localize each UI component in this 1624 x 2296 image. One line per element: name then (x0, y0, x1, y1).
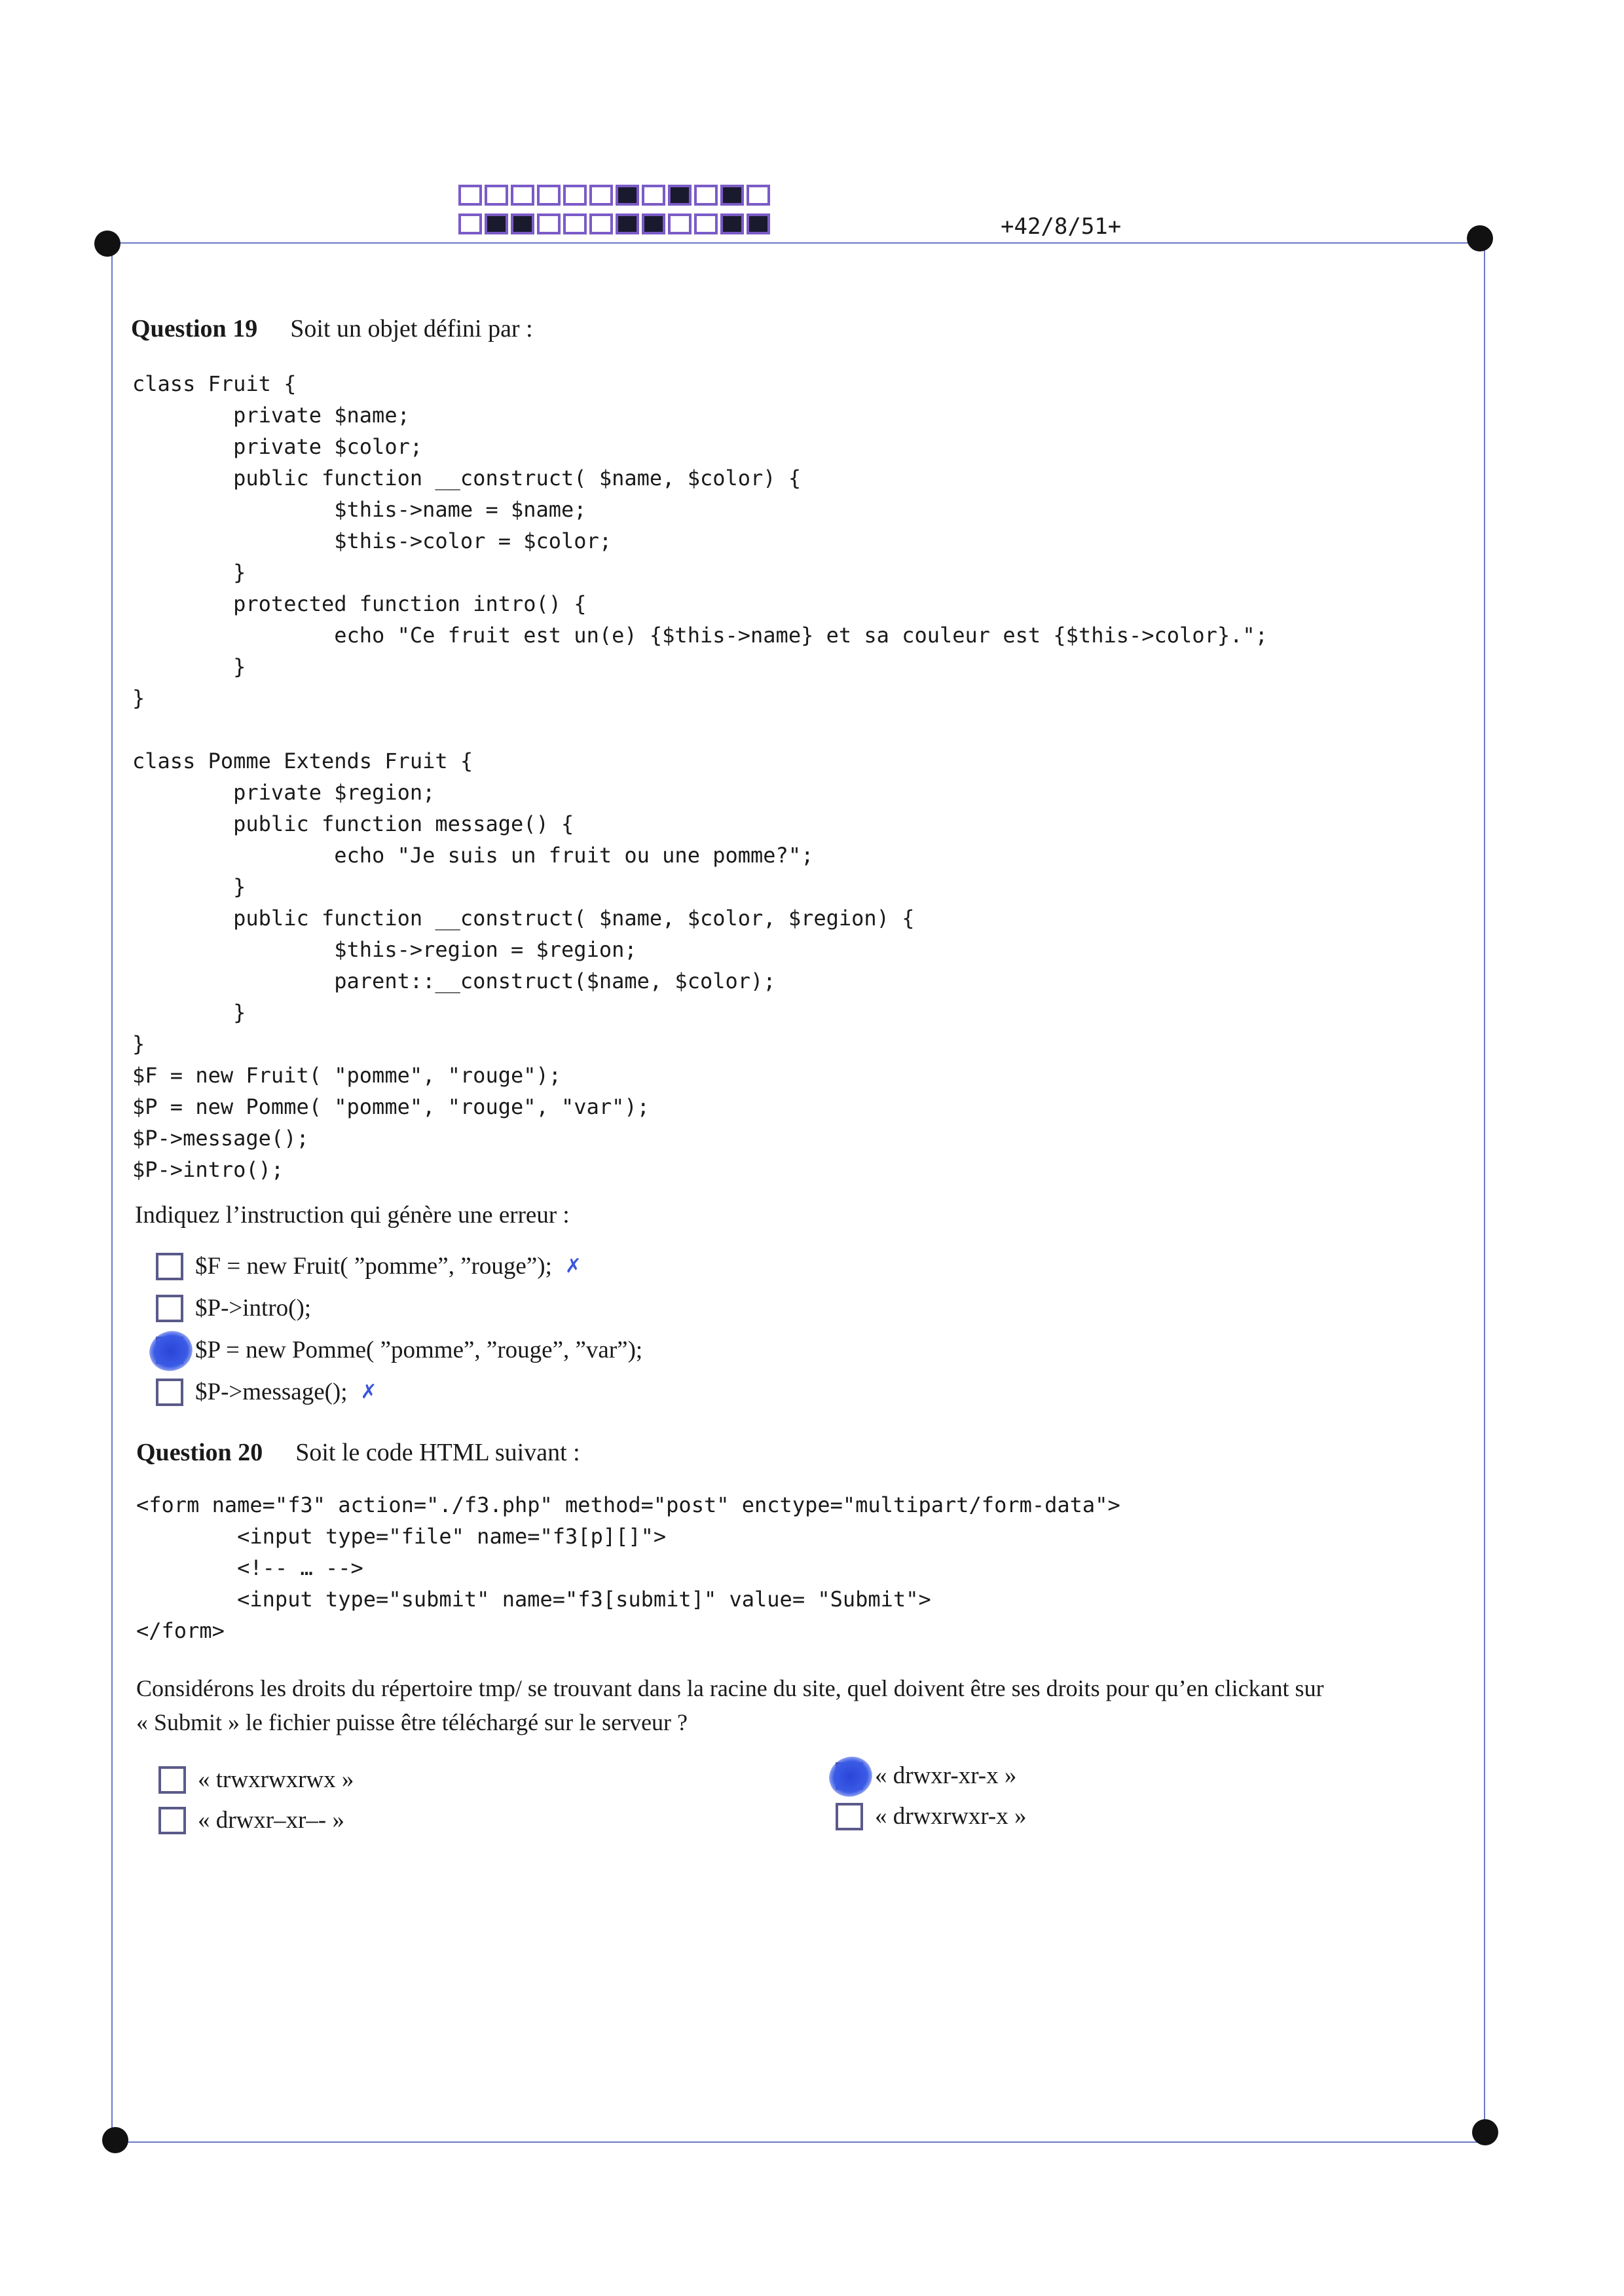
q20-code: <form name="f3" action="./f3.php" method="post" enctype="multipart/form-data"> <input type="file" name="f3[p][]"> <!-- … --> <input type="submit" name="f3[submit]" value= "Submit"> </form> (136, 1492, 1120, 1643)
option-label: « drwxr-xr-x » (875, 1762, 1017, 1789)
q20-option-2[interactable] (158, 1806, 344, 1834)
q19-title (131, 314, 533, 343)
q19-option-4[interactable] (156, 1378, 377, 1406)
q20-question-line-1: Considérons les droits du répertoire tmp/ se trouvant dans la racine du site, quel doivent être ses droits pour qu’en clickant sur (136, 1675, 1324, 1701)
q20-option-3[interactable] (836, 1762, 1016, 1790)
q19-option-1[interactable] (156, 1252, 581, 1280)
corner-mark-bottom-right (1472, 2119, 1498, 2145)
barcode-row-2 (458, 213, 770, 234)
option-label: $F = new Fruit( ”pomme”, ”rouge”); (195, 1253, 552, 1280)
checkbox[interactable] (158, 1766, 186, 1794)
q20-option-1[interactable] (158, 1766, 354, 1794)
q19-question: Indiquez l’instruction qui génère une erreur : (135, 1202, 570, 1229)
pen-mark: ✗ (564, 1255, 582, 1278)
q19-option-3[interactable] (156, 1336, 642, 1364)
corner-mark-bottom-left (102, 2127, 128, 2153)
q20-option-4[interactable] (836, 1802, 1027, 1830)
copy-id: +42/8/51+ (1001, 213, 1122, 240)
checkbox[interactable] (156, 1379, 183, 1406)
option-label: $P = new Pomme( ”pomme”, ”rouge”, ”var”); (195, 1337, 643, 1363)
checkbox[interactable] (836, 1803, 863, 1830)
checkbox-checked[interactable] (156, 1337, 183, 1364)
q19-label: Question 19 (131, 315, 258, 343)
q19-option-2[interactable] (156, 1294, 311, 1322)
checkbox-checked[interactable] (836, 1762, 863, 1790)
corner-mark-top-right (1467, 225, 1493, 251)
checkbox[interactable] (158, 1807, 186, 1834)
option-label: « trwxrwxrwx » (198, 1766, 354, 1793)
q20-label: Question 20 (136, 1439, 263, 1466)
barcode-row-1 (458, 185, 770, 206)
option-label: $P->intro(); (195, 1295, 312, 1322)
checkbox[interactable] (156, 1295, 183, 1322)
q20-question-line-2: « Submit » le fichier puisse être téléchargé sur le serveur ? (136, 1709, 688, 1735)
q19-code: class Fruit { private $name; private $color; public function __construct( $name, $color) { $this->name = $name; $this->color = $color; } protected function intro() { echo "Ce fruit est un(e) {$this->name} et sa couleur est {$this->color}."; } } class Pomme Extends Fruit { private $region; public function message() { echo "Je suis un fruit ou une pomme?"; } public function __construct( $name, $color, $region) { $this->region = $region; parent::__construct($name, $color); } } $F = new Fruit( "pomme", "rouge"); $P = new Pomme( "pomme", "rouge", "var"); $P->message(); $P->intro(); (132, 371, 1268, 1182)
option-label: « drwxrwxr-x » (875, 1803, 1027, 1830)
pen-mark: ✗ (360, 1380, 377, 1403)
option-label: « drwxr–xr–- » (198, 1807, 345, 1834)
option-label: $P->message(); (195, 1379, 348, 1405)
checkbox[interactable] (156, 1253, 183, 1280)
q19-prompt: Soit un objet défini par : (290, 315, 533, 343)
corner-mark-top-left (94, 231, 120, 257)
q20-prompt: Soit le code HTML suivant : (295, 1439, 580, 1466)
q20-title (136, 1438, 580, 1467)
